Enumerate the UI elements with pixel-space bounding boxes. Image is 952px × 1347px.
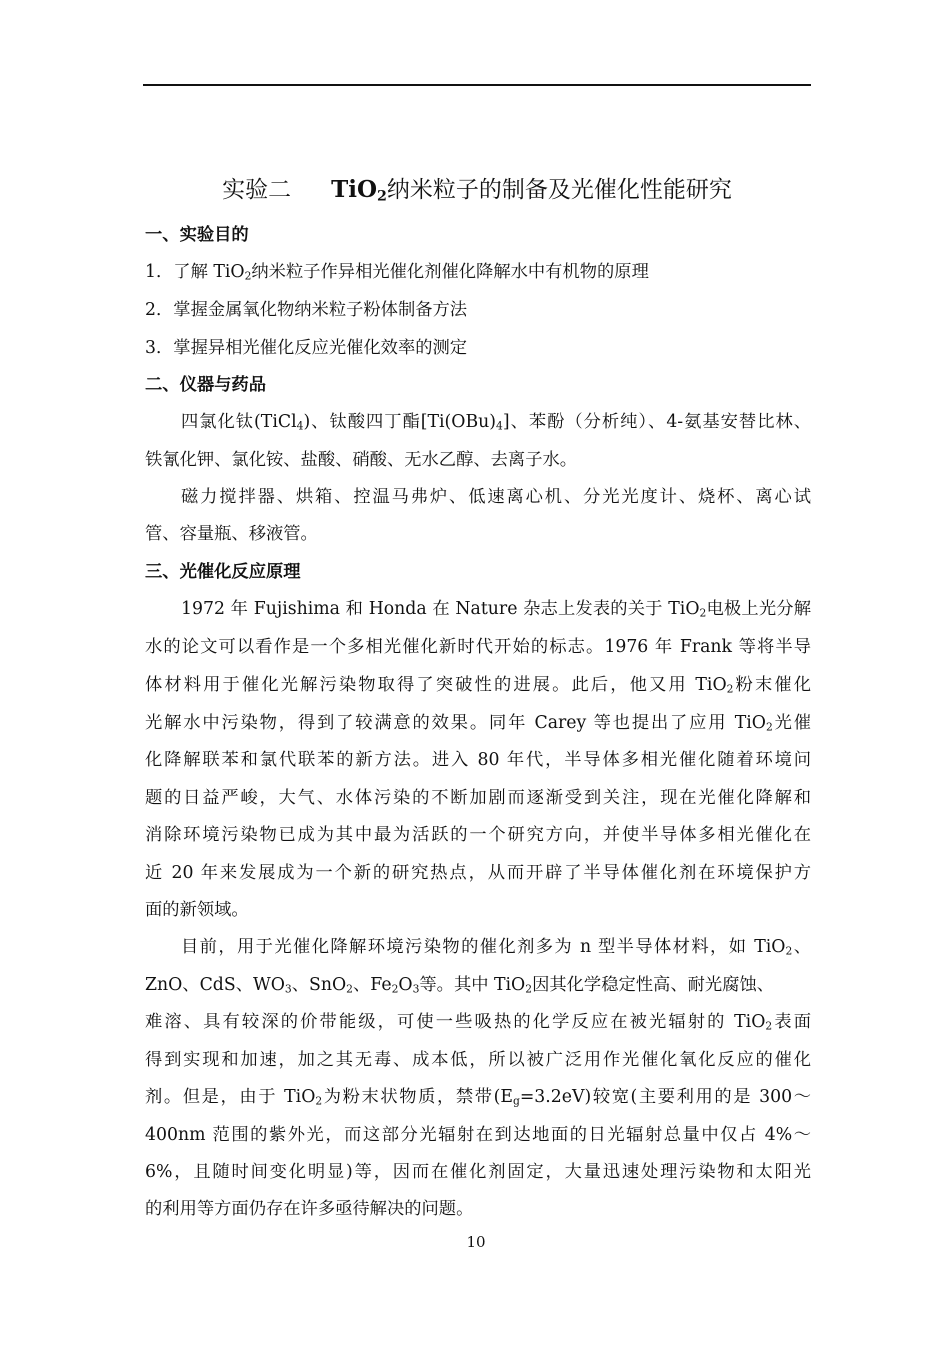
- para1-line-7: 消除环境污染物已成为其中最为活跃的一个研究方向，并使半导体多相光催化在: [145, 825, 811, 845]
- para1-line-6: 题的日益严峻，大气、水体污染的不断加剧而逐渐受到关注，现在光催化降解和: [145, 788, 811, 808]
- para1-line-1: 1972 年 Fujishima 和 Honda 在 Nature 杂志上发表的关于 TiO$_2$电极上光分解: [181, 599, 811, 620]
- para2-line-8: 的利用等方面仍存在许多亟待解决的问题。: [145, 1199, 474, 1219]
- para2-line-6: 400nm 范围的紫外光，而这部分光辐射在到达地面的日光辐射总量中仅占 4%～: [145, 1125, 811, 1145]
- para2-line-5: 剂。但是，由于 TiO$_2$为粉末状物质，禁带$(E_g=3.2eV)$较宽(主要利用的是 300～: [145, 1087, 812, 1108]
- para2-line-1: 目前，用于光催化降解环境污染物的催化剂多为 n 型半导体材料，如 TiO$_2$、: [181, 937, 811, 958]
- chemicals-line-2: 铁氰化钾、氯化铵、盐酸、硝酸、无水乙醇、去离子水。: [145, 450, 578, 470]
- objective-item-2: 2．掌握金属氧化物纳米粒子粉体制备方法: [145, 300, 468, 320]
- objective-item-3: 3．掌握异相光催化反应光催化效率的测定: [145, 338, 468, 358]
- para1-line-8: 近 20 年来发展成为一个新的研究热点，从而开辟了半导体催化剂在环境保护方: [145, 863, 811, 883]
- page-number: 10: [466, 1233, 486, 1251]
- section-heading-objectives: 一、实验目的: [145, 225, 249, 245]
- section-heading-materials: 二、仪器与药品: [145, 375, 266, 395]
- para2-line-7: 6%，且随时间变化明显)等，因而在催化剂固定，大量迅速处理污染物和太阳光: [145, 1162, 811, 1182]
- para1-line-3: 体材料用于催化光解污染物取得了突破性的进展。此后，他又用 TiO$_2$粉末催化: [145, 675, 811, 696]
- title-rest: 纳米粒子的制备及光催化性能研究: [386, 177, 732, 203]
- objective-item-1: 1．了解 TiO$_2$纳米粒子作异相光催化剂催化降解水中有机物的原理: [145, 262, 649, 283]
- para1-line-2: 水的论文可以看作是一个多相光催化新时代开始的标志。1976 年 Frank 等将半导: [145, 637, 811, 657]
- para1-line-9: 面的新领域。: [145, 900, 249, 920]
- chemicals-line-1: 四氯化钛(TiCl$_4$)、钛酸四丁酯$[Ti(OBu)_4]$、苯酚（分析纯）、4-氨基安替比林、: [181, 412, 811, 433]
- title-formula-sub: 2: [376, 188, 387, 205]
- page-title: [143, 172, 811, 208]
- para2-line-4: 得到实现和加速，加之其无毒、成本低，所以被广泛用作光催化氧化反应的催化: [145, 1050, 811, 1070]
- header-rule: [143, 84, 811, 86]
- para1-line-4: 光解水中污染物，得到了较满意的效果。同年 Carey 等也提出了应用 TiO$_2$光催: [145, 713, 811, 734]
- title-formula: TiO: [331, 176, 377, 203]
- para1-line-5: 化降解联苯和氯代联苯的新方法。进入 80 年代，半导体多相光催化随着环境问: [145, 750, 811, 770]
- section-heading-principle: 三、光催化反应原理: [145, 562, 301, 582]
- instruments-line-1: 磁力搅拌器、烘箱、控温马弗炉、低速离心机、分光光度计、烧杯、离心试: [181, 487, 811, 507]
- title-prefix: 实验二: [222, 177, 292, 203]
- para2-line-2: ZnO、CdS、$WO_3$、SnO$_2$、$Fe_2O_3$等。其中 TiO$_2$因其化学稳定性高、耐光腐蚀、: [145, 975, 775, 996]
- para2-line-3: 难溶、具有较深的价带能级，可使一些吸热的化学反应在被光辐射的 TiO$_2$表面: [145, 1012, 811, 1033]
- instruments-line-2: 管、容量瓶、移液管。: [145, 524, 318, 544]
